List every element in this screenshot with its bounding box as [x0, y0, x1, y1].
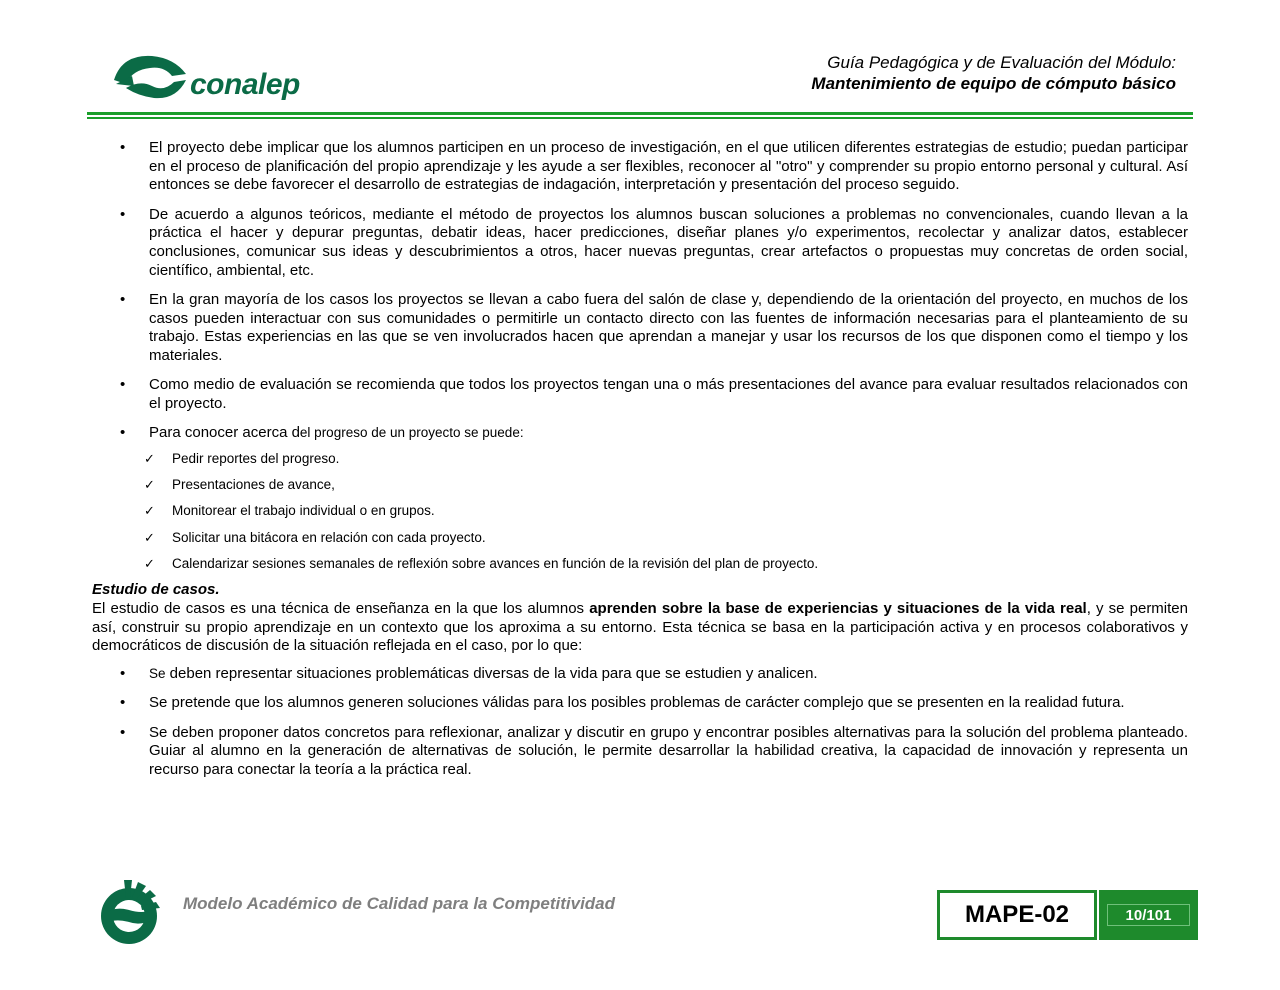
- checkmark-icon: ✓: [144, 503, 155, 519]
- main-content: [92, 139, 1188, 790]
- checkmark-icon: ✓: [144, 529, 155, 545]
- bullet-icon: •: [120, 424, 126, 442]
- check-item: ✓ Solicitar una bitácora en relación con cada proyecto.: [144, 529, 486, 545]
- header-title-line2: Mantenimiento de equipo de cómputo básico: [811, 74, 1176, 93]
- list-item: • Se deben proponer datos concretos para reflexionar, analizar y discutir en grupo y encontrar posibles alternativas para la solución del problema planteado. Guiar al alumno en la generación de alternativas de solución, le permite desarrollar la habilidad creativa, la capacidad de innovación y representa un recurso para conectar la teoría a la práctica real.: [120, 723, 1188, 778]
- list-item: • Para conocer acerca del progreso de un proyecto se puede:: [120, 424, 524, 442]
- check-item: ✓ Monitorear el trabajo individual o en grupos.: [144, 503, 435, 519]
- section-heading: Estudio de casos.: [92, 581, 220, 599]
- conalep-logo-text: conalep: [190, 68, 300, 101]
- section-paragraph: El estudio de casos es una técnica de enseñanza en la que los alumnos aprenden sobre la base de experiencias y situaciones de la vida real, y se permiten así, construir su propio aprendizaje en un contexto que los aproxima a su entorno. Esta técnica se basa en la participación activa y en procesos colaborativos y democráticos de discusión de la situación reflejada en el caso, por lo que:: [92, 600, 1188, 655]
- list-item: • Se pretende que los alumnos generen soluciones válidas para los posibles problemas de carácter complejo que se presenten en la realidad futura.: [120, 694, 1125, 712]
- academic-model-logo-icon: [94, 876, 164, 946]
- header-rule-bottom: [87, 117, 1193, 119]
- list-item: • Se deben representar situaciones problemáticas diversas de la vida para que se estudien y analicen.: [120, 665, 818, 683]
- footer-model-text: Modelo Académico de Calidad para la Competitividad: [183, 894, 616, 913]
- list-item: • En la gran mayoría de los casos los proyectos se llevan a cabo fuera del salón de clase y, dependiendo de la orientación del proyecto, en muchos de los casos pueden interactuar con sus comunidades o permitirle un contacto directo con las fuentes de información necesarias para el planteamiento de su trabajo. Estas experiencias en las que se ven involucrados hacen que aprendan a manejar y usar los recursos de los que disponen como el tiempo y los materiales.: [120, 290, 1188, 365]
- bullet-icon: •: [120, 205, 126, 223]
- check-item: ✓ Pedir reportes del progreso.: [144, 450, 340, 466]
- project-bullet-list: [92, 139, 1188, 443]
- bullet-icon: •: [120, 376, 126, 394]
- bullet-icon: •: [120, 723, 126, 741]
- list-item: • El proyecto debe implicar que los alumnos participen en un proceso de investigación, en el que utilicen diferentes estrategias de estudio; puedan participar en el proceso de planificación del propio aprendizaje y les ayude a ser flexibles, reconocer al "otro" y comprender su propio entorno personal y cultural. Así entonces se debe favorecer el desarrollo de estrategias de indagación, interpretación y presentación del proceso seguido.: [120, 139, 1188, 194]
- header-title: [811, 52, 1176, 94]
- page-number-box: [1099, 890, 1198, 940]
- document-code: MAPE-02: [937, 890, 1097, 940]
- check-item: ✓ Calendarizar sesiones semanales de reflexión sobre avances en función de la revisión del plan de proyecto.: [144, 556, 819, 572]
- progress-check-list: [92, 450, 1188, 573]
- checkmark-icon: ✓: [144, 477, 155, 493]
- bullet-icon: •: [120, 665, 126, 683]
- header-title-line1: Guía Pedagógica y de Evaluación del Módulo:: [827, 53, 1176, 72]
- header-rule-top: [87, 112, 1193, 115]
- bullet-icon: •: [120, 139, 126, 156]
- page-number: 10/101: [1107, 904, 1190, 926]
- list-item: • De acuerdo a algunos teóricos, mediante el método de proyectos los alumnos buscan soluciones a problemas no convencionales, cuando llevan a la práctica el hacer y depurar preguntas, debatir ideas, hacer predicciones, diseñar planes y/o experimentos, recolectar y analizar datos, establecer conclusiones, comunicar sus ideas y descubrimientos a otros, hacer nuevas preguntas, crear artefactos o propuestas muy concretas de orden social, científico, ambiental, etc.: [120, 205, 1188, 279]
- list-item: • Como medio de evaluación se recomienda que todos los proyectos tengan una o más presentaciones del avance para evaluar resultados relacionados con el proyecto.: [120, 376, 1188, 412]
- check-item: ✓ Presentaciones de avance,: [144, 477, 335, 493]
- checkmark-icon: ✓: [144, 556, 155, 572]
- checkmark-icon: ✓: [144, 450, 155, 466]
- bullet-icon: •: [120, 290, 126, 308]
- bullet-icon: •: [120, 694, 126, 712]
- case-study-bullet-list: [92, 665, 1188, 780]
